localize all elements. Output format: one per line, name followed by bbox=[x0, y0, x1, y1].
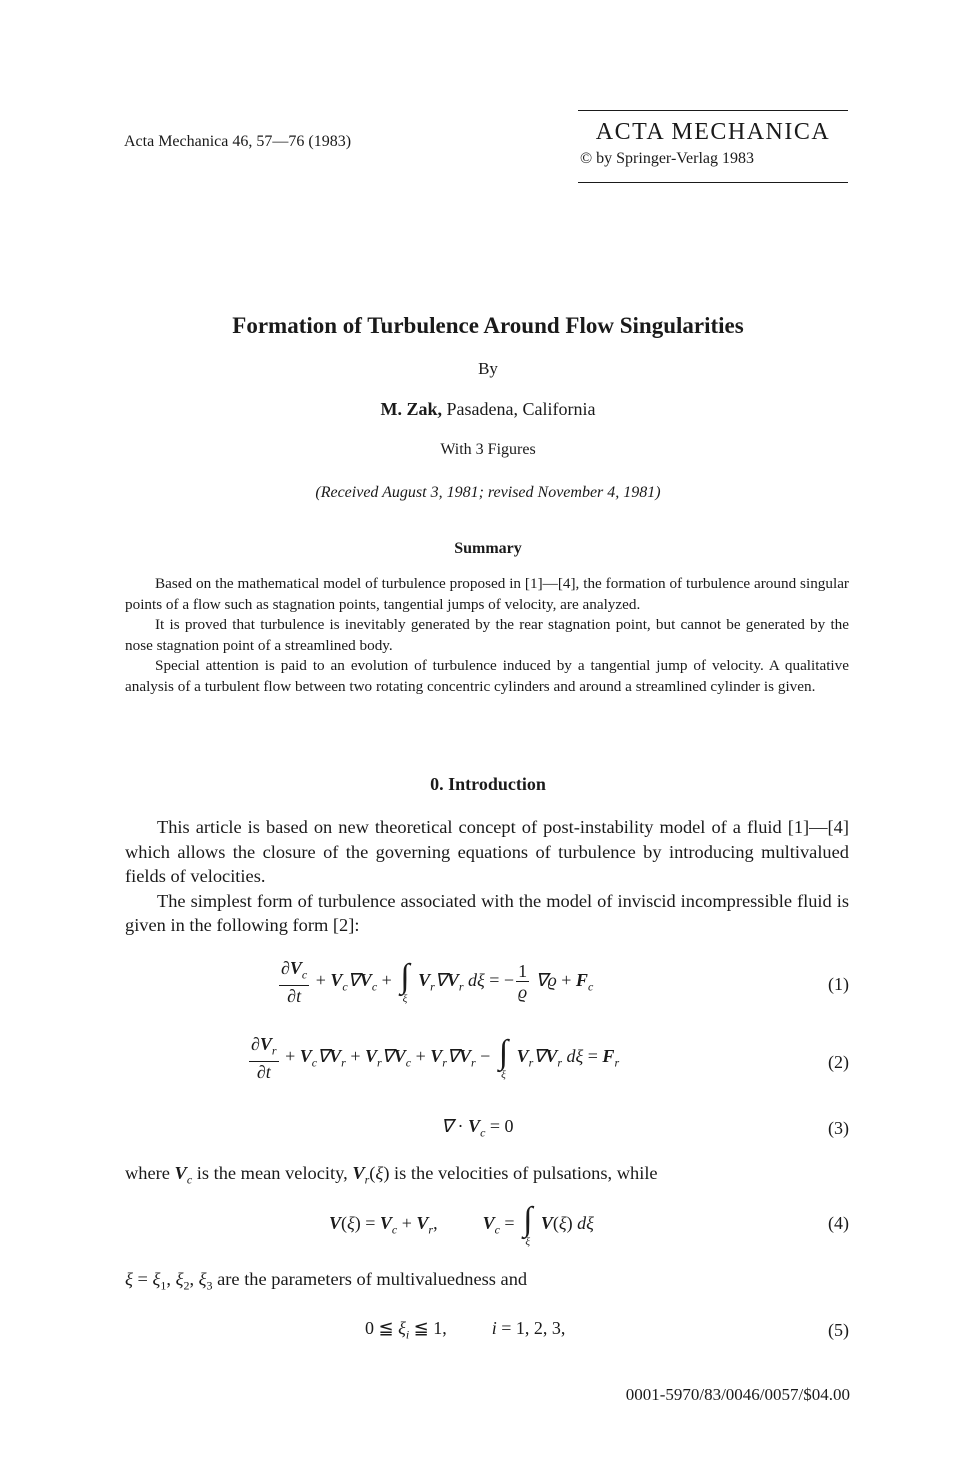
journal-box bbox=[578, 110, 848, 183]
author-location: Pasadena, California bbox=[442, 399, 596, 419]
copyright-line: © by Springer-Verlag 1983 bbox=[580, 150, 755, 167]
summary-paragraph: Based on the mathematical model of turbulence proposed in [1]—[4], the formation of turbulence around singular points of a flow such as stagnation points, tangential jumps of velocity, are analyzed. bbox=[125, 575, 849, 613]
journal-name: ACTA MECHANICA bbox=[595, 119, 831, 145]
by-line: By bbox=[478, 359, 498, 378]
equation-4: $V(\xi) = V_c + V_r$, $V_c$ = ∫ ξ V(ξ) dξ (4) bbox=[329, 1201, 849, 1248]
equation-5: 0 ≦ $\xi_i$ ≦ 1, i = 1, 2, 3, (5) bbox=[365, 1318, 849, 1342]
summary-paragraph: Special attention is paid to an evolution of turbulence induced by a tangential jump of velocity. A qualitative analysis of a turbulent flow between two rotating concentric cylinders and around a streamlined cylinder is given. bbox=[125, 657, 849, 695]
author-name: M. Zak, bbox=[380, 399, 443, 419]
introduction-body bbox=[125, 815, 849, 938]
top-rule bbox=[578, 110, 848, 111]
article-title: Formation of Turbulence Around Flow Singularities bbox=[232, 313, 744, 338]
equation-number: (5) bbox=[828, 1320, 849, 1340]
equation-1: $\frac{\partial V_c}{\partial t}$ + $V_c\nabla V_c$ + ∫ ξ $V_r\nabla V_r$ dξ = − $\frac{1}{ϱ}$ $\nabla ϱ + F_c$ (1) bbox=[281, 957, 849, 1006]
footer-code: 0001-5970/83/0046/0057/$04.00 bbox=[625, 1385, 850, 1404]
author-line bbox=[0, 399, 976, 420]
journal-citation: Acta Mechanica 46, 57—76 (1983) bbox=[124, 133, 352, 150]
introduction-heading: 0. Introduction bbox=[430, 774, 546, 794]
received-dates: (Received August 3, 1981; revised November 4, 1981) bbox=[315, 484, 661, 501]
body-paragraph: The simplest form of turbulence associated with the model of inviscid incompressible fluid is given in the following form [2]: bbox=[125, 890, 849, 935]
equation-number: (4) bbox=[828, 1213, 849, 1233]
bottom-rule bbox=[578, 182, 848, 183]
summary-paragraph: It is proved that turbulence is inevitably generated by the rear stagnation point, but cannot be generated by the nose stagnation point of a streamlined body. bbox=[125, 616, 849, 654]
summary-heading: Summary bbox=[454, 540, 522, 557]
where-text: where bbox=[125, 1163, 175, 1183]
equation-number: (3) bbox=[828, 1118, 849, 1138]
equation-3: ∇ · $V_c = 0$ (3) bbox=[441, 1116, 849, 1140]
equation-number: (2) bbox=[828, 1052, 849, 1072]
figures-note: With 3 Figures bbox=[440, 441, 536, 458]
equation-number: (1) bbox=[828, 974, 849, 994]
where-line: where $V_c$ is the mean velocity, $V_r(\xi)$ is the velocities of pulsations, while bbox=[125, 1163, 658, 1187]
xi-line: $\xi = \xi_1$, $\xi_2$, $\xi_3$ are the parameters of multivaluedness and bbox=[125, 1269, 528, 1293]
where-text: is the velocities of pulsations, while bbox=[389, 1163, 658, 1183]
equation-2: $\frac{\partial V_r}{\partial t}$ + $V_c\nabla V_r + V_r\nabla V_c + V_r\nabla V_r$ − ∫ ξ $V_r\nabla V_r$ $d\xi = F_r$ (2) bbox=[251, 1033, 849, 1082]
summary-body bbox=[125, 574, 849, 697]
where-text: is the mean velocity, bbox=[192, 1163, 353, 1183]
xi-text: are the parameters of multivaluedness and bbox=[212, 1269, 528, 1289]
body-paragraph: This article is based on new theoretical concept of post-instability model of a fluid [1]—[4] which allows the closure of the governing equations of turbulence by introducing multivalued fields of velocities. bbox=[125, 817, 849, 886]
